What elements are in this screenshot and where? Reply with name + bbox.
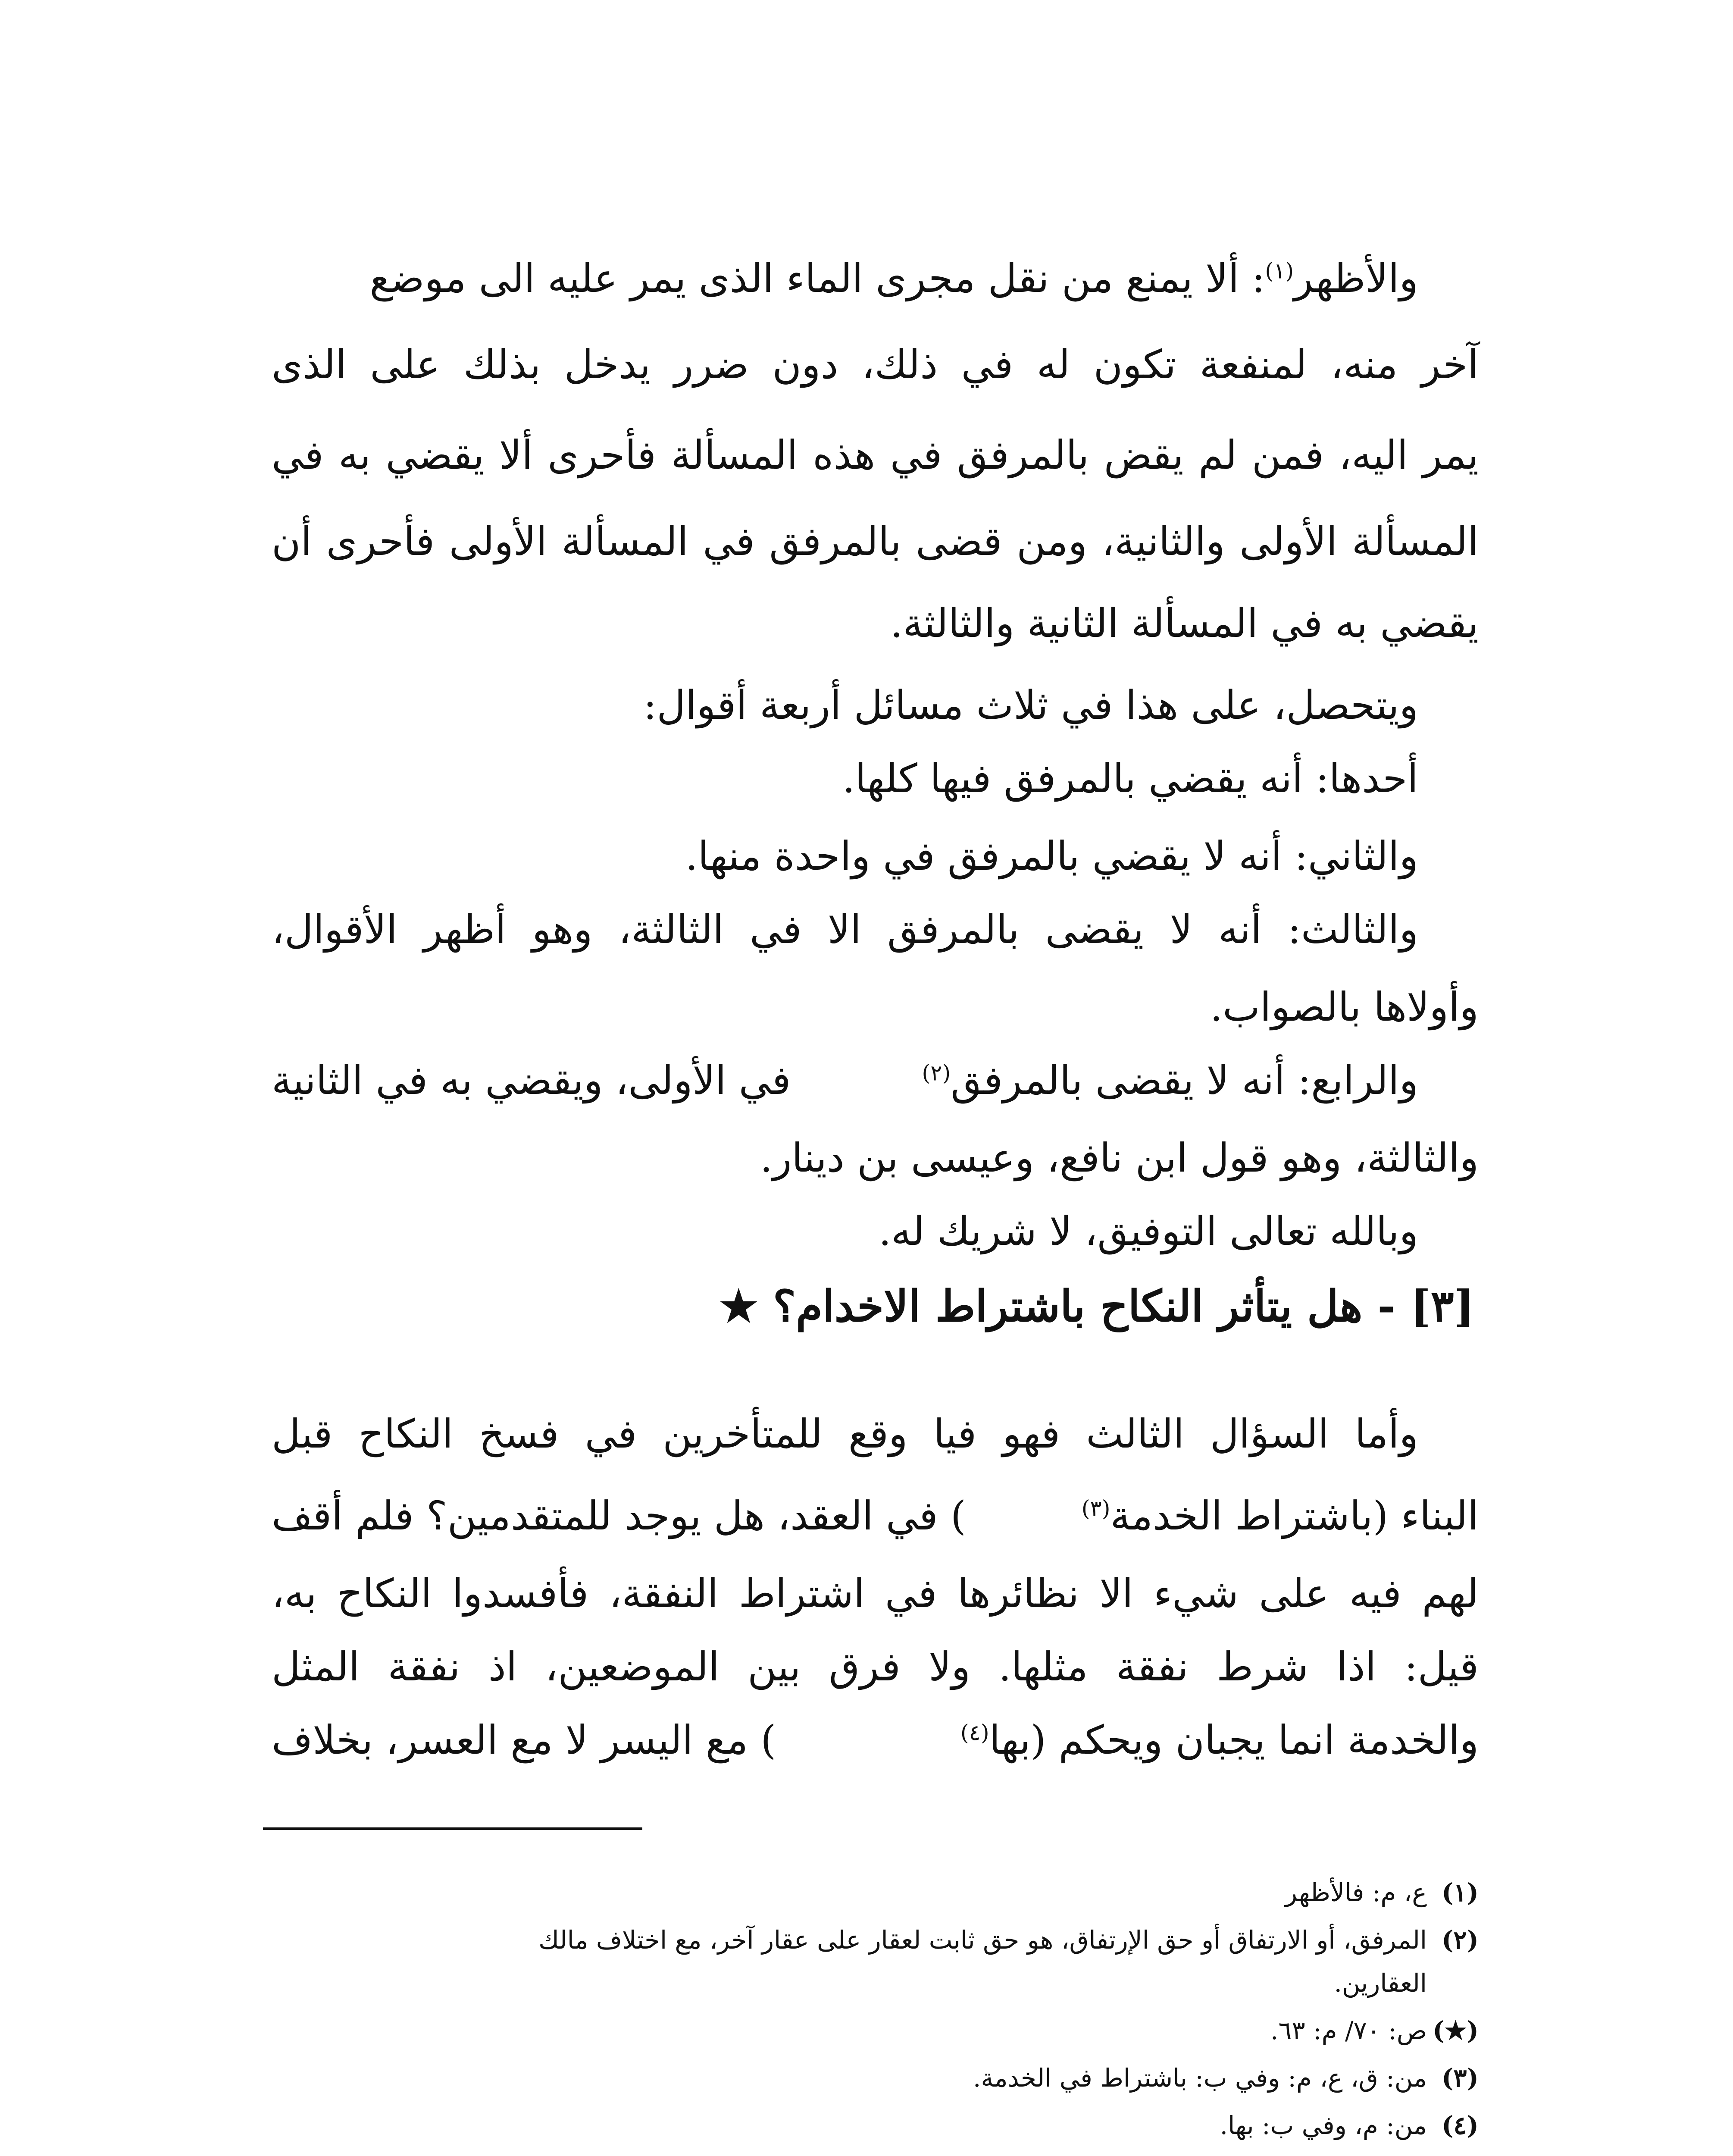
text-fragment: : ألا يمنع من نقل مجرى الماء الذى يمر عليه الى موضع: [369, 255, 1265, 301]
text-line: [272, 1057, 1418, 1103]
text-line: أحدها: أنه يقضي بالمرفق فيها كلها.: [842, 755, 1418, 802]
footnote-ref: (٢): [922, 1060, 951, 1086]
text-line: [272, 1493, 1479, 1539]
footnote-number: (★): [1433, 2016, 1479, 2045]
footnote-text: من: م، وفي ب: بها.: [1220, 2111, 1427, 2140]
footnote: [272, 2113, 1479, 2138]
section-heading: [٣] - هل يتأثر النكاح باشتراط الاخدام؟ ★: [719, 1281, 1474, 1332]
text-fragment: والرابع: أنه لا يقضى بالمرفق$^{(٢)}$: [922, 1057, 1418, 1103]
text-line: والثالث: أنه لا يقضى بالمرفق الا في الثالثة، وهو أظهر الأقوال،: [272, 906, 1418, 953]
footnote: [272, 1880, 1479, 1905]
footnote: [272, 1968, 1479, 1998]
footnote-number: (٤): [1441, 2111, 1479, 2140]
text-line: [272, 1717, 1479, 1763]
text-line: لهم فيه على شيء الا نظائرها في اشتراط النفقة، فأفسدوا النكاح به،: [272, 1570, 1479, 1617]
text-line: يمر اليه، فمن لم يقض بالمرفق في هذه المسألة فأحرى ألا يقضي به في: [272, 432, 1479, 478]
text-line: [369, 255, 1418, 301]
text-line: وبالله تعالى التوفيق، لا شريك له.: [879, 1208, 1418, 1254]
footnote-number: (١): [1441, 1878, 1479, 1907]
text-fragment: والخدمة انما يجبان ويحكم (بها$^{(٤)}$: [960, 1717, 1479, 1763]
footnote-number: (٣): [1441, 2063, 1479, 2093]
text-line: وأولاها بالصواب.: [1210, 984, 1479, 1030]
footnote-text: ع، م: فالأظهر: [1285, 1878, 1427, 1907]
text-fragment: البناء (باشتراط الخدمة$^{(٣)}$: [1081, 1493, 1479, 1539]
text-line: وأما السؤال الثالث فهو فيا وقع للمتأخرين في فسخ النكاح قبل: [272, 1411, 1418, 1457]
footnote-text: من: ق، ع، م: وفي ب: باشتراط في الخدمة.: [973, 2063, 1427, 2093]
footnote: [272, 2063, 1479, 2093]
text-fragment: ) مع اليسر لا مع العسر، بخلاف: [272, 1717, 776, 1763]
footnote-ref: (١): [1265, 258, 1294, 284]
text-line: والثالثة، وهو قول ابن نافع، وعيسى بن دينار.: [760, 1135, 1479, 1181]
text-line: والثاني: أنه لا يقضي بالمرفق في واحدة منها.: [685, 833, 1418, 879]
text-line: ويتحصل، على هذا في ثلاث مسائل أربعة أقوال:: [643, 682, 1418, 728]
text-fragment: والأظهر: [1294, 255, 1418, 301]
footnote: [272, 1925, 1479, 1955]
text-line: قيل: اذا شرط نفقة مثلها. ولا فرق بين الموضعين، اذ نفقة المثل: [272, 1644, 1479, 1690]
footnote-ref: (٣): [1081, 1495, 1110, 1521]
footnote-text: العقارين.: [1334, 1968, 1427, 1998]
footnote-divider: [263, 1827, 642, 1830]
footnote-ref: (٤): [960, 1720, 989, 1745]
text-line: يقضي به في المسألة الثانية والثالثة.: [890, 600, 1479, 646]
footnote: [272, 2018, 1479, 2043]
text-fragment: في الأولى، ويقضي به في الثانية: [272, 1057, 791, 1103]
footnote-number: (٢): [1441, 1925, 1479, 1955]
text-line: المسألة الأولى والثانية، ومن قضى بالمرفق في المسألة الأولى فأحرى أن: [272, 518, 1479, 564]
text-fragment: ) في العقد، هل يوجد للمتقدمين؟ فلم أقف: [272, 1493, 966, 1539]
footnote-text: المرفق، أو الارتفاق أو حق الإرتفاق، هو حق ثابت لعقار على عقار آخر، مع اختلاف مالك: [538, 1925, 1427, 1955]
footnote-text: ص: ٧٠/ م: ٦٣.: [1270, 2016, 1427, 2045]
text-line: آخر منه، لمنفعة تكون له في ذلك، دون ضرر يدخل بذلك على الذى: [272, 342, 1479, 388]
